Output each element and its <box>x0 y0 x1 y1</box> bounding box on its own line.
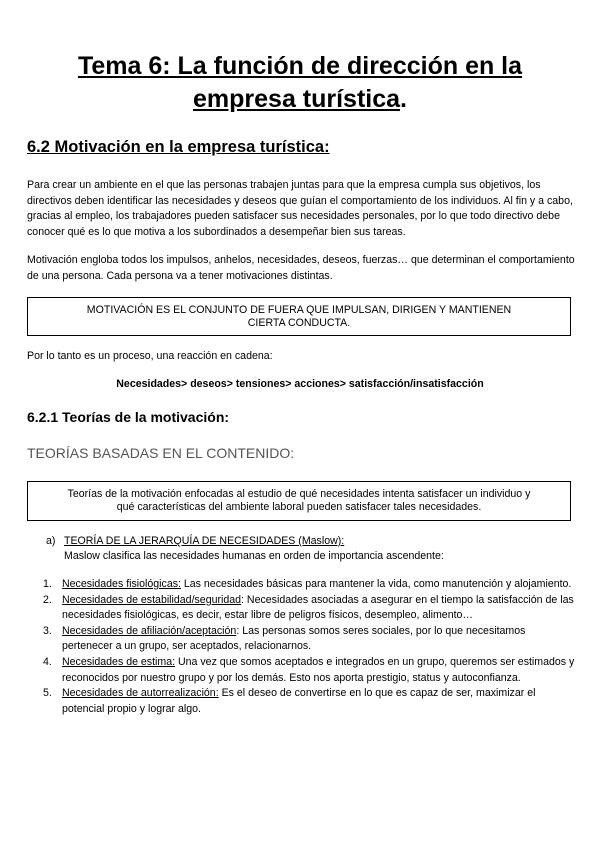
need-term: Necesidades fisiológicas: <box>62 578 181 590</box>
need-description: Es el deseo de convertirse en lo que es capaz de ser, maximizar el potencial propio y lograr algo. <box>62 687 536 715</box>
needs-list <box>40 577 575 717</box>
motivation-chain: Necesidades> deseos> tensiones> acciones> satisfacción/insatisfacción <box>116 378 484 390</box>
content-theories-heading: TEORÍAS BASADAS EN EL CONTENIDO: <box>27 445 295 461</box>
definition-text: MOTIVACIÓN ES EL CONJUNTO DE FUERA QUE IMPULSAN, DIRIGEN Y MANTIENEN CIERTA CONDUCTA. <box>86 304 512 329</box>
need-term: Necesidades de autorrealización: <box>62 687 219 700</box>
need-term: Necesidades de estima: <box>62 655 176 668</box>
list-number: 2. <box>43 593 52 606</box>
motivation-paragraph: Motivación engloba todos los impulsos, anhelos, necesidades, deseos, fuerzas… que determinan el comportamiento de una persona. Cada persona va a tener motivaciones distintas. <box>27 254 575 282</box>
section-heading: 6.2 Motivación en la empresa turística: <box>27 138 330 156</box>
title-period: . <box>400 85 407 113</box>
list-item <box>40 624 575 655</box>
maslow-theory-text: Maslow clasifica las necesidades humanas en orden de importancia ascendente: <box>64 550 444 562</box>
need-description: Una vez que somos aceptados e integrados en un grupo, queremos ser estimados y reconocidos por nuestro grupo y por los demás. Esto nos aporta prestigio, status y autoconfianza. <box>62 655 575 684</box>
list-number: 3. <box>43 624 52 637</box>
list-number: 4. <box>43 655 52 668</box>
content-theories-text: Teorías de la motivación enfocadas al estudio de qué necesidades intenta satisfacer un individuo y qué características del ambiente laboral pueden satisfacer tales necesidades. <box>67 488 531 513</box>
list-item <box>40 686 575 717</box>
need-description: Las necesidades básicas para mantener la vida, como manutención y alojamiento. <box>180 578 572 590</box>
list-number: 5. <box>43 687 52 700</box>
title-line-2: empresa turística <box>193 85 401 113</box>
content-theories-box <box>27 481 571 521</box>
process-paragraph: Por lo tanto es un proceso, una reacción en cadena: <box>27 350 273 362</box>
need-term: Necesidades de afiliación/aceptación <box>62 624 237 637</box>
need-term: Necesidades de estabilidad/seguridad <box>62 593 242 606</box>
subsection-heading: 6.2.1 Teorías de la motivación: <box>27 409 230 425</box>
maslow-theory-title: TEORÍA DE LA JERARQUÍA DE NECESIDADES (Maslow): <box>64 535 345 547</box>
item-marker: a) <box>46 535 56 547</box>
list-number: 1. <box>43 578 52 590</box>
need-description: : Las personas somos seres sociales, por lo que necesitamos pertenecer a un grupo, ser aceptados, relacionarnos. <box>62 624 526 653</box>
page-title <box>30 50 570 116</box>
list-item <box>40 593 575 624</box>
list-item <box>40 577 575 593</box>
definition-box <box>27 297 571 336</box>
list-item <box>40 655 575 686</box>
title-line-1: Tema 6: La función de dirección en la <box>77 52 523 80</box>
need-description: : Necesidades asociadas a asegurar en el tiempo la satisfacción de las necesidades fisiológicas, es decir, estar libre de peligros físicos, desempleo, alimento… <box>62 593 574 622</box>
intro-paragraph: Para crear un ambiente en el que las personas trabajen juntas para que la empresa cumpla sus objetivos, los directivos deben identificar las necesidades y deseos que guían el comportamiento de los individuos. Al fin y a cabo, gracias al empleo, los trabajadores pueden satisfacer sus necesidades personales, por lo que todo directivo debe conocer qué es lo que motiva a los subordinados a desempeñar bien sus tareas. <box>27 179 573 238</box>
